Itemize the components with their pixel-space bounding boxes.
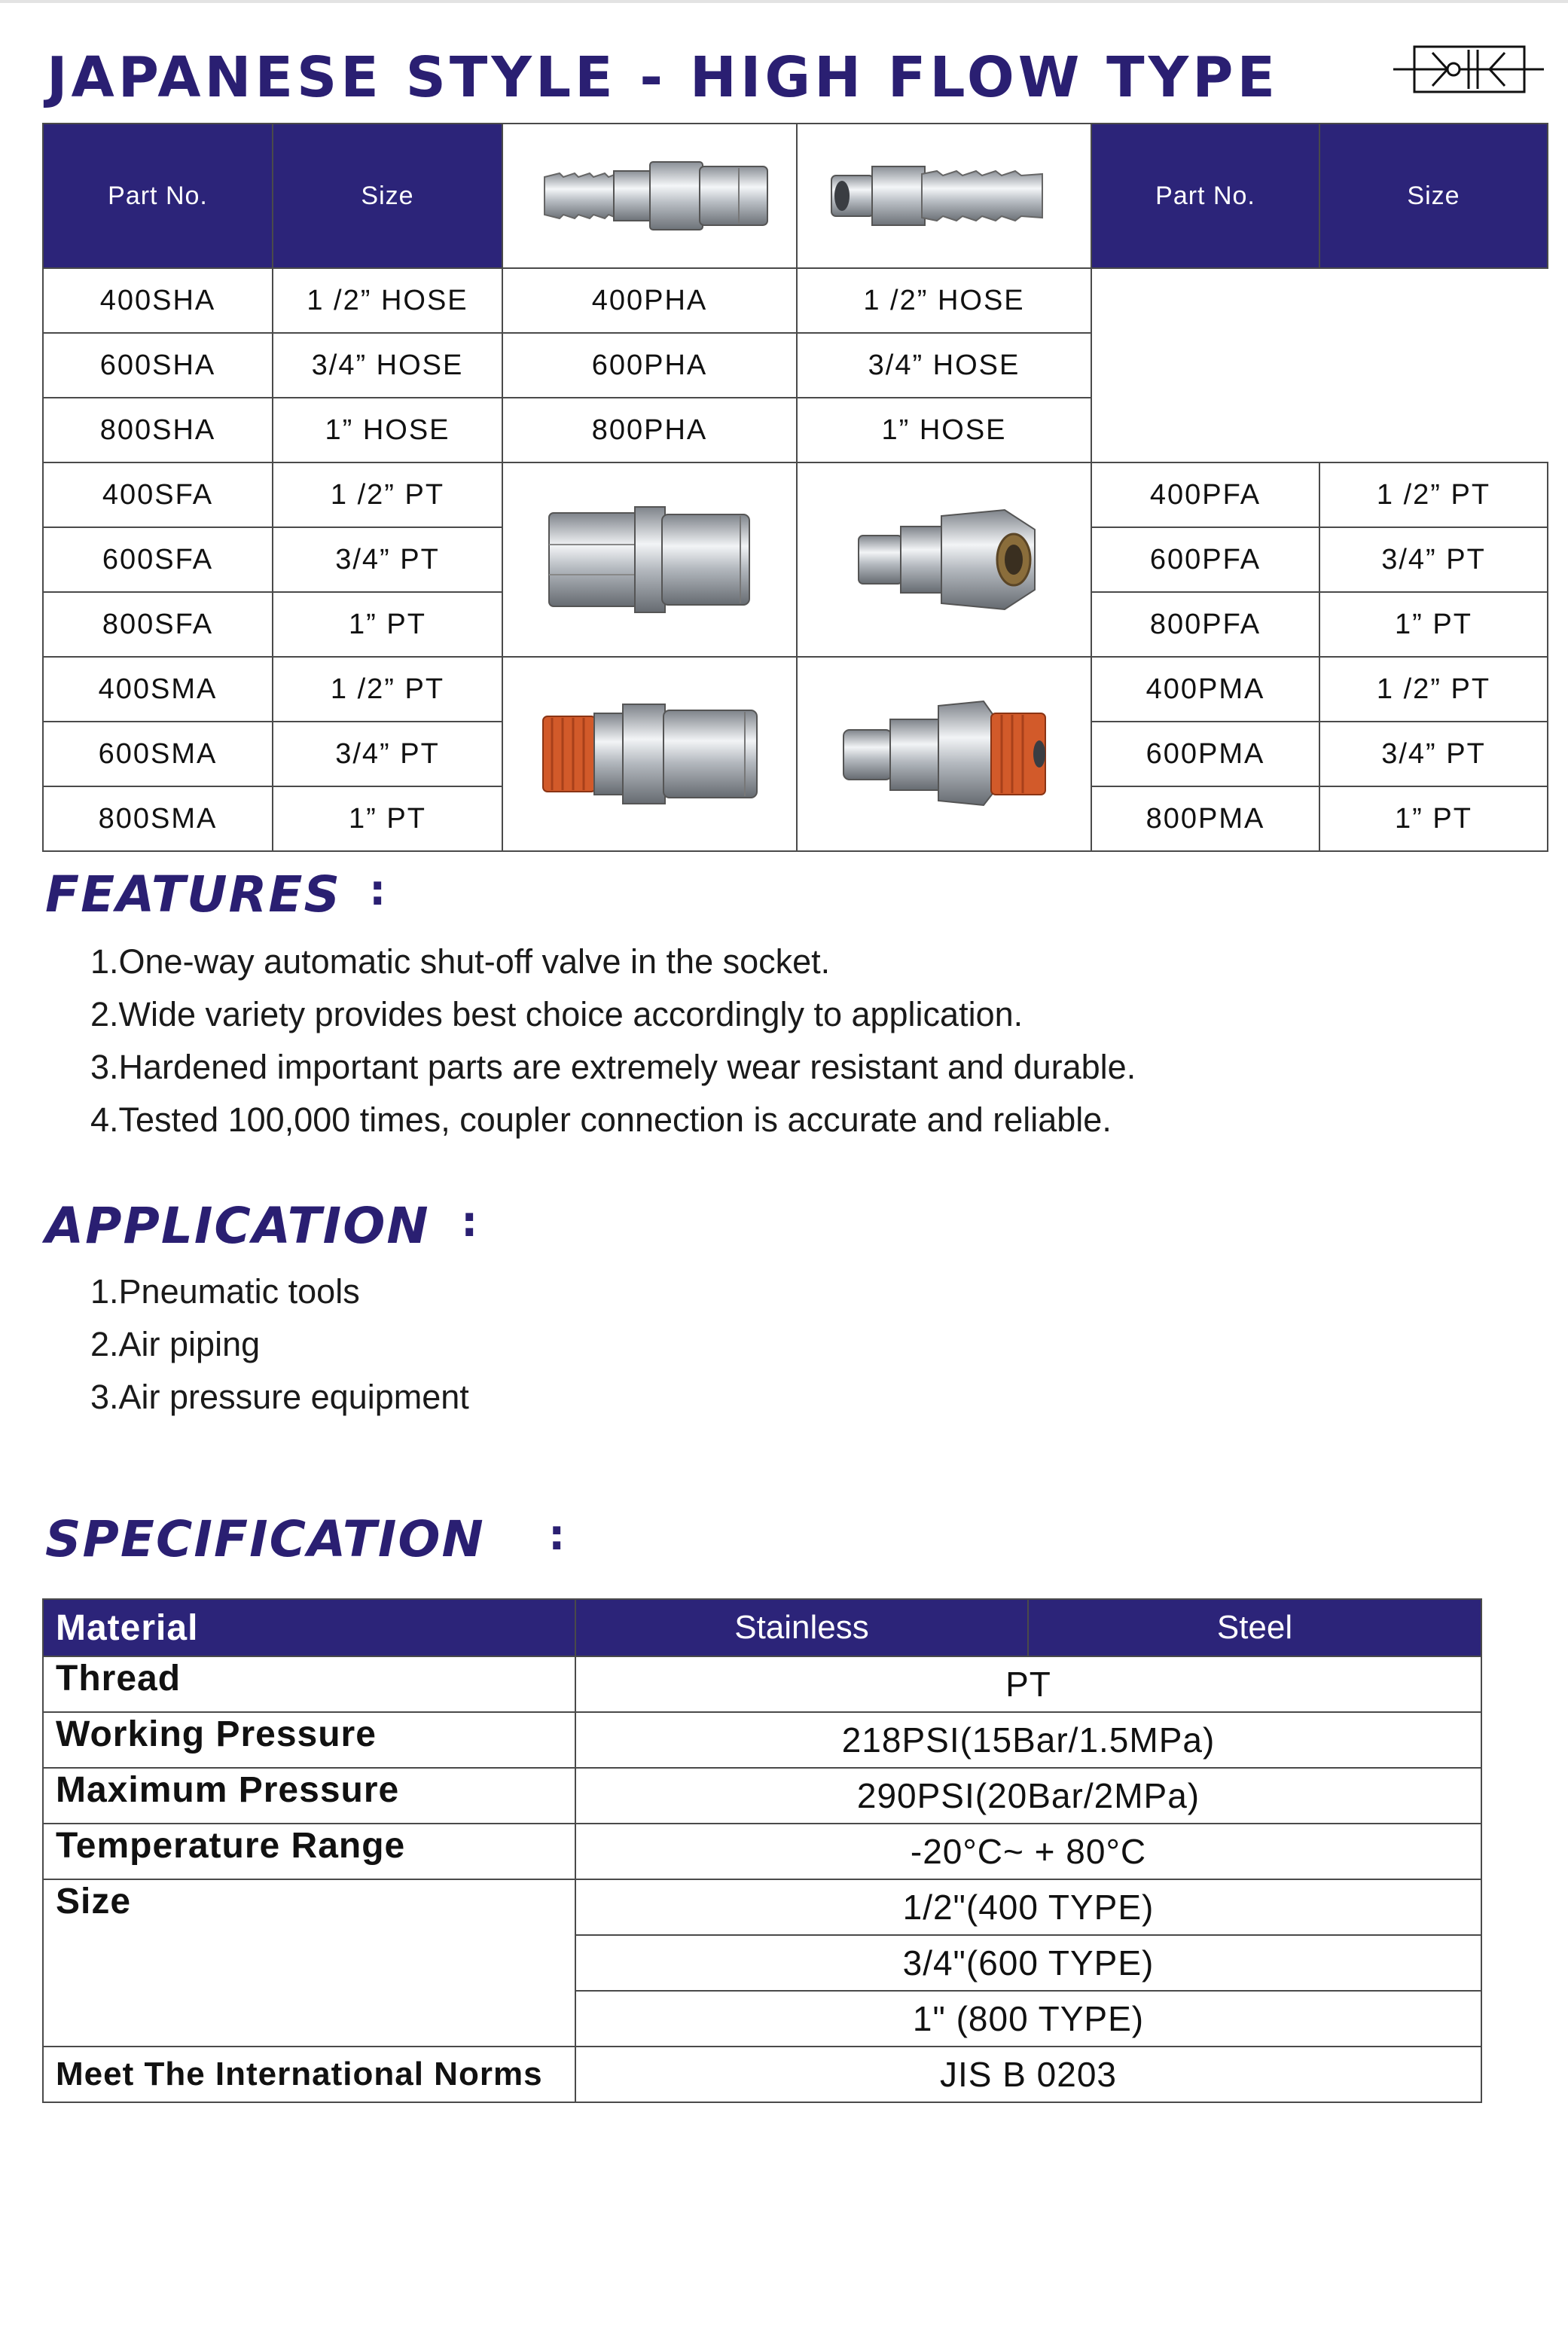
temperature-range-value: -20°C~ + 80°C [575,1824,1481,1879]
table-row [43,1824,1481,1879]
socket-hose-barb-image [502,124,797,268]
application-heading: APPLICATION [45,1197,430,1255]
size-value: 1/2"(400 TYPE) [575,1879,1481,1935]
part-no-cell: 600SFA [43,527,273,592]
part-no-cell: 600SHA [43,333,273,398]
size-cell: 1 /2” PT [273,657,502,722]
size-cell: 1” PT [1319,592,1548,657]
part-no-cell: 800PMA [1091,786,1319,851]
size-cell: 3/4” PT [273,722,502,786]
size-cell: 1” HOSE [273,398,502,462]
size-label: Size [43,1879,575,2047]
plug-male-thread-image [797,657,1091,851]
part-no-cell: 600PHA [502,333,797,398]
material-value-stainless: Stainless [575,1599,1028,1656]
header-part-no-right: Part No. [1091,124,1319,268]
table-row [43,333,1548,398]
size-cell: 3/4” HOSE [273,333,502,398]
table-row [43,268,1548,333]
working-pressure-value: 218PSI(15Bar/1.5MPa) [575,1712,1481,1768]
coupler-valve-symbol-icon [1393,39,1544,103]
temperature-range-label: Temperature Range [43,1824,575,1879]
list-item: 2.Air piping [90,1325,261,1363]
part-no-cell: 800SFA [43,592,273,657]
table-row [43,657,1548,722]
size-cell: 3/4” PT [1319,722,1548,786]
page-title: JAPANESE STYLE - HIGH FLOW TYPE [47,45,1280,110]
application-list [90,1265,469,1424]
size-cell: 1 /2” HOSE [273,268,502,333]
part-no-cell: 800PHA [502,398,797,462]
application-colon: : [461,1198,478,1247]
header-size-left: Size [273,124,502,268]
international-norms-label: Meet The International Norms [43,2047,575,2102]
size-cell: 1 /2” PT [1319,462,1548,527]
size-cell: 3/4” HOSE [797,333,1091,398]
list-item: 3.Air pressure equipment [90,1378,469,1416]
working-pressure-label: Working Pressure [43,1712,575,1768]
socket-female-thread-image [502,462,797,657]
size-cell: 1” HOSE [797,398,1091,462]
list-item: 3.Hardened important parts are extremely wear resistant and durable. [90,1048,1136,1086]
size-cell: 1 /2” PT [273,462,502,527]
material-value-steel: Steel [1028,1599,1481,1656]
plug-hose-barb-image [797,124,1091,268]
part-number-table [42,123,1548,852]
table-row [43,1712,1481,1768]
header-size-right: Size [1319,124,1548,268]
part-no-cell: 400SMA [43,657,273,722]
part-no-cell: 400PMA [1091,657,1319,722]
maximum-pressure-value: 290PSI(20Bar/2MPa) [575,1768,1481,1824]
table-row [43,1656,1481,1712]
plug-female-thread-image [797,462,1091,657]
part-no-cell: 600PMA [1091,722,1319,786]
part-no-cell: 600SMA [43,722,273,786]
table-row [43,1768,1481,1824]
part-no-cell: 800PFA [1091,592,1319,657]
size-cell: 3/4” PT [273,527,502,592]
specification-table [42,1598,1482,2103]
features-colon: : [369,866,386,915]
thread-label: Thread [43,1656,575,1712]
part-no-cell: 600PFA [1091,527,1319,592]
list-item: 2.Wide variety provides best choice accordingly to application. [90,995,1023,1033]
specification-heading: SPECIFICATION [45,1510,485,1568]
table-row [43,398,1548,462]
list-item: 4.Tested 100,000 times, coupler connection is accurate and reliable. [90,1100,1112,1139]
part-no-cell: 800SHA [43,398,273,462]
list-item: 1.Pneumatic tools [90,1272,360,1311]
features-list [90,936,1136,1146]
socket-male-thread-image [502,657,797,851]
size-cell: 3/4” PT [1319,527,1548,592]
size-cell: 1 /2” PT [1319,657,1548,722]
size-value: 1" (800 TYPE) [575,1991,1481,2047]
material-label: Material [43,1599,575,1656]
part-no-cell: 400PHA [502,268,797,333]
part-no-cell: 400SFA [43,462,273,527]
features-heading: FEATURES [45,865,341,923]
size-cell: 1” PT [273,592,502,657]
table-row [43,1879,1481,1935]
size-cell: 1 /2” HOSE [797,268,1091,333]
part-no-cell: 800SMA [43,786,273,851]
header-part-no-left: Part No. [43,124,273,268]
table-row [43,2047,1481,2102]
size-cell: 1” PT [273,786,502,851]
maximum-pressure-label: Maximum Pressure [43,1768,575,1824]
list-item: 1.One-way automatic shut-off valve in the socket. [90,942,831,981]
size-cell: 1” PT [1319,786,1548,851]
page-top-rule [0,0,1568,3]
specification-colon: : [548,1511,566,1560]
thread-value: PT [575,1656,1481,1712]
part-no-cell: 400SHA [43,268,273,333]
table-row [43,462,1548,527]
size-value: 3/4"(600 TYPE) [575,1935,1481,1991]
part-no-cell: 400PFA [1091,462,1319,527]
international-norms-value: JIS B 0203 [575,2047,1481,2102]
